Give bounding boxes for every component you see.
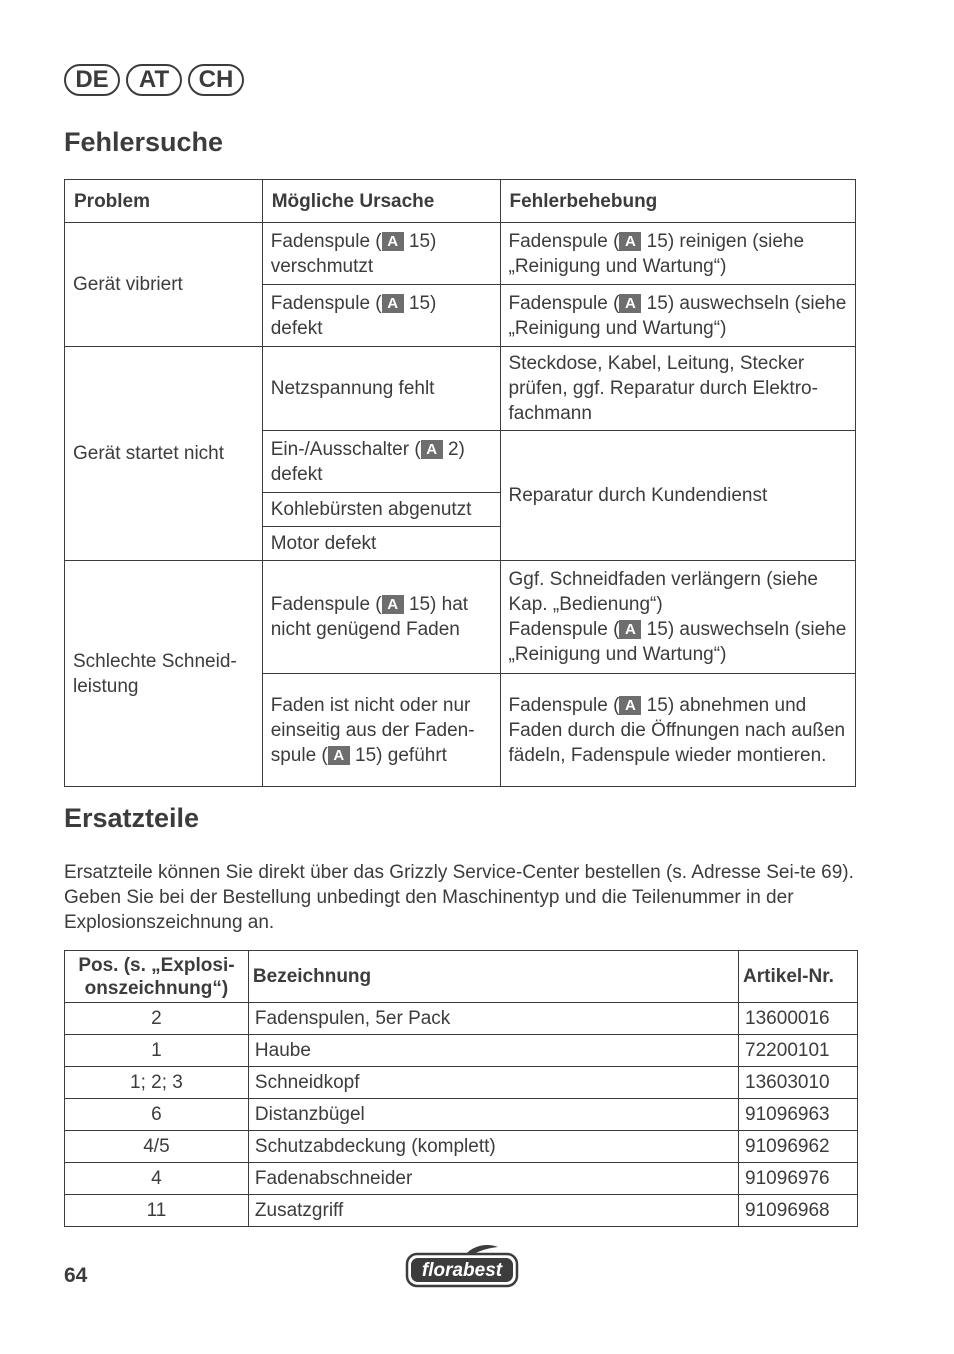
figure-a-icon: A xyxy=(382,232,404,251)
designation-cell: Schneidkopf xyxy=(248,1067,738,1099)
article-number-cell: 91096963 xyxy=(739,1099,858,1131)
figure-a-icon: A xyxy=(382,595,404,614)
country-badge-ch: CH xyxy=(188,64,244,96)
header-cause: Mögliche Ursache xyxy=(262,180,500,223)
cause-cell: Netzspannung fehlt xyxy=(262,347,500,431)
table-row xyxy=(65,223,856,285)
table-row xyxy=(65,347,856,431)
designation-cell: Schutzabdeckung (komplett) xyxy=(248,1131,738,1163)
table-row xyxy=(65,1163,858,1195)
article-number-cell: 13603010 xyxy=(739,1067,858,1099)
figure-a-icon: A xyxy=(619,294,641,313)
table-row xyxy=(65,1195,858,1227)
header-article-number: Artikel-Nr. xyxy=(739,951,858,1003)
table-row xyxy=(65,1067,858,1099)
header-problem: Problem xyxy=(65,180,263,223)
header-remedy: Fehlerbehebung xyxy=(500,180,856,223)
cause-cell: Faden ist nicht oder nur einseitig aus der Faden-spule ( A 15) geführt xyxy=(262,674,500,787)
position-cell: 4 xyxy=(65,1163,249,1195)
problem-cell: Gerät startet nicht xyxy=(65,347,263,561)
figure-a-icon: A xyxy=(619,232,641,251)
florabest-logo xyxy=(404,1243,520,1289)
spare-parts-title: Ersatzteile xyxy=(64,803,200,833)
header-designation: Bezeichnung xyxy=(248,951,738,1003)
position-cell: 11 xyxy=(65,1195,249,1227)
page-number: 64 xyxy=(64,1264,88,1287)
country-badge-at: AT xyxy=(126,64,182,96)
cause-cell: Ein-/Ausschalter ( A 2) defekt xyxy=(262,431,500,493)
article-number-cell: 91096976 xyxy=(739,1163,858,1195)
table-header-row xyxy=(65,180,856,223)
table-row xyxy=(65,1035,858,1067)
brand-wordmark: florabest xyxy=(421,1260,503,1281)
figure-a-icon: A xyxy=(619,696,641,715)
article-number-cell: 13600016 xyxy=(739,1003,858,1035)
designation-cell: Distanzbügel xyxy=(248,1099,738,1131)
figure-a-icon: A xyxy=(421,440,443,459)
designation-cell: Fadenspulen, 5er Pack xyxy=(248,1003,738,1035)
designation-cell: Fadenabschneider xyxy=(248,1163,738,1195)
remedy-cell: Steckdose, Kabel, Leitung, Stecker prüfen, ggf. Reparatur durch Elektro-fachmann xyxy=(500,347,856,431)
troubleshooting-table xyxy=(64,179,856,787)
figure-a-icon: A xyxy=(382,294,404,313)
header-position: Pos. (s. „Explosi-onszeichnung“) xyxy=(65,951,249,1003)
remedy-cell: Reparatur durch Kundendienst xyxy=(500,431,856,561)
table-row xyxy=(65,1099,858,1131)
position-cell: 2 xyxy=(65,1003,249,1035)
designation-cell: Zusatzgriff xyxy=(248,1195,738,1227)
article-number-cell: 91096962 xyxy=(739,1131,858,1163)
table-row xyxy=(65,561,856,674)
remedy-cell: Ggf. Schneidfaden verlängern (siehe Kap. „Bedienung“) Fadenspule ( A 15) auswechseln (siehe „Reinigung und Wartung“) xyxy=(500,561,856,674)
position-cell: 1; 2; 3 xyxy=(65,1067,249,1099)
article-number-cell: 91096968 xyxy=(739,1195,858,1227)
table-row xyxy=(65,1003,858,1035)
troubleshooting-title: Fehlersuche xyxy=(64,127,224,157)
position-cell: 6 xyxy=(65,1099,249,1131)
cause-cell: Fadenspule ( A 15) hat nicht genügend Faden xyxy=(262,561,500,674)
figure-a-icon: A xyxy=(619,620,641,639)
table-header-row xyxy=(65,951,858,1003)
remedy-cell: Fadenspule ( A 15) auswechseln (siehe „Reinigung und Wartung“) xyxy=(500,285,856,347)
article-number-cell: 72200101 xyxy=(739,1035,858,1067)
figure-a-icon: A xyxy=(328,746,350,765)
spare-parts-table xyxy=(64,950,858,1227)
remedy-cell: Fadenspule ( A 15) abnehmen und Faden durch die Öffnungen nach außen fädeln, Fadenspule wieder montieren. xyxy=(500,674,856,787)
cause-cell: Motor defekt xyxy=(262,527,500,561)
cause-cell: Kohlebürsten abgenutzt xyxy=(262,493,500,527)
problem-cell: Gerät vibriert xyxy=(65,223,263,347)
position-cell: 4/5 xyxy=(65,1131,249,1163)
country-codes xyxy=(64,64,244,96)
spare-parts-intro: Ersatzteile können Sie direkt über das Grizzly Service-Center bestellen (s. Adresse Sei-te 69). Geben Sie bei der Bestellung unbedingt den Maschinentyp und die Teilenummer in der Explosionszeichnung an. xyxy=(64,862,854,933)
position-cell: 1 xyxy=(65,1035,249,1067)
cause-cell: Fadenspule ( A 15) defekt xyxy=(262,285,500,347)
country-badge-de: DE xyxy=(64,64,120,96)
problem-cell: Schlechte Schneid-leistung xyxy=(65,561,263,787)
cause-cell: Fadenspule ( A 15) verschmutzt xyxy=(262,223,500,285)
remedy-cell: Fadenspule ( A 15) reinigen (siehe „Reinigung und Wartung“) xyxy=(500,223,856,285)
designation-cell: Haube xyxy=(248,1035,738,1067)
table-row xyxy=(65,1131,858,1163)
